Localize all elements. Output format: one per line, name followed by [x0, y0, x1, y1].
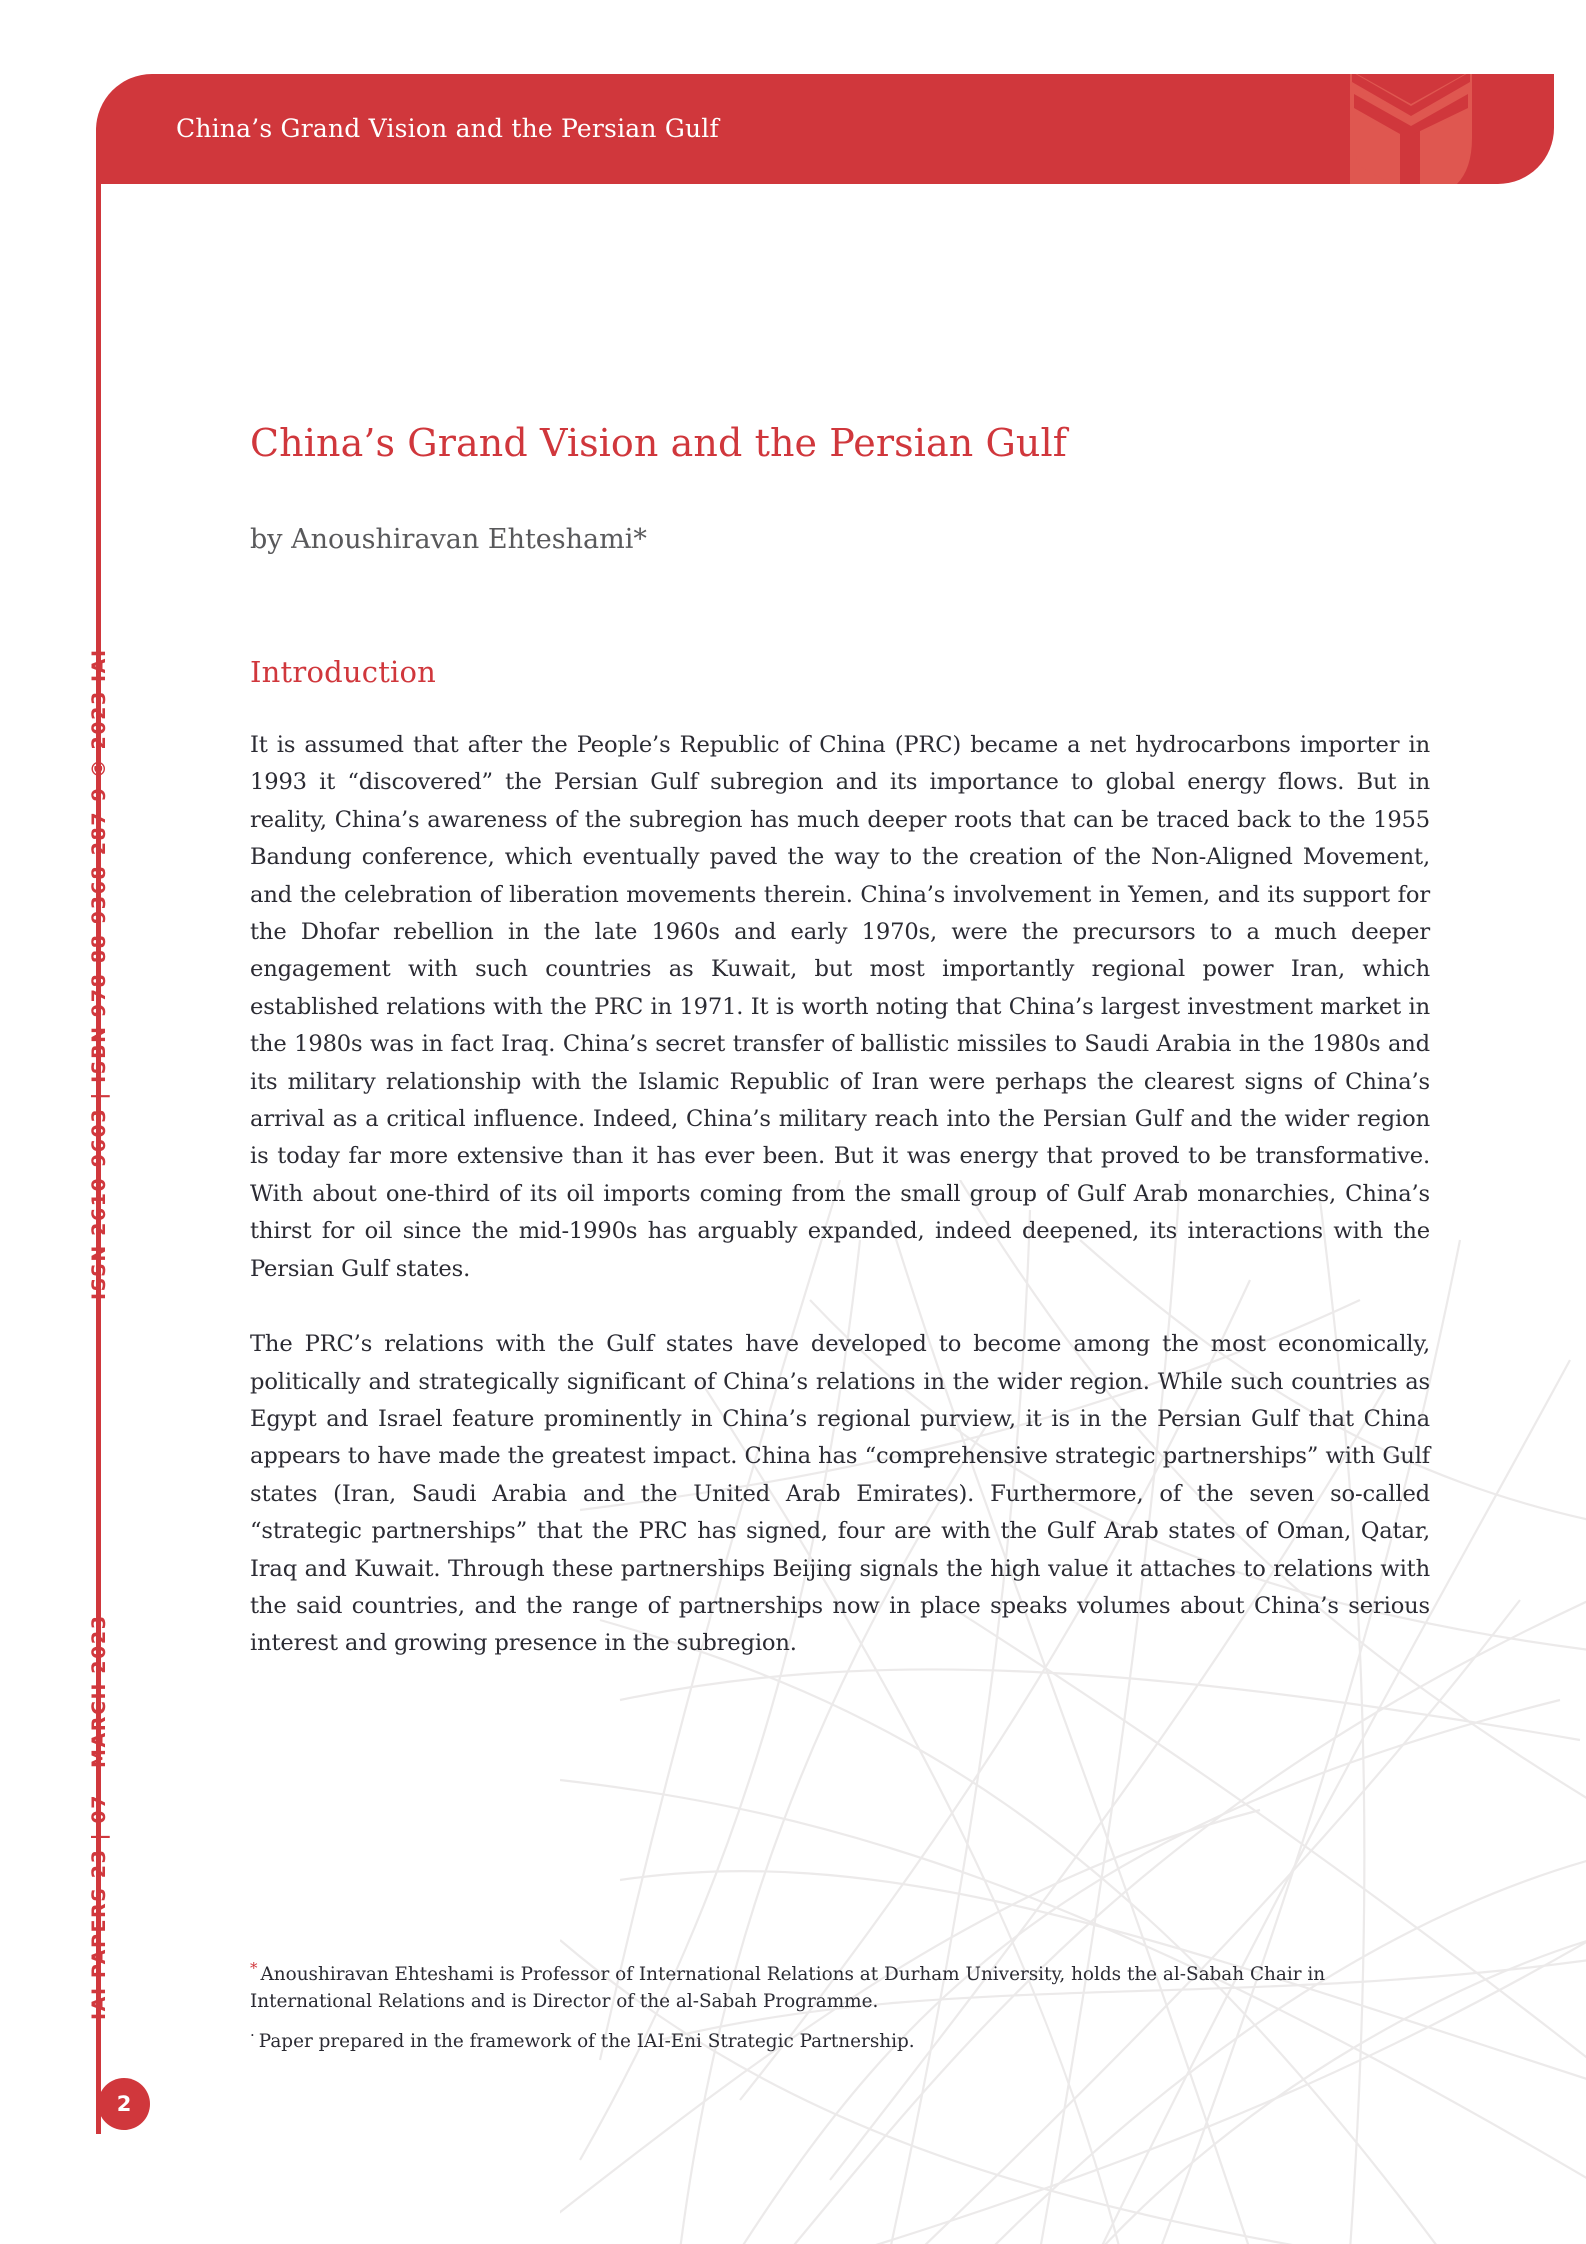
sidebar-issn-isbn-copyright: ISSN 2610-9603 | ISBN 978-88-9368-287-9 © 2023 IAI — [88, 648, 110, 1300]
body-paragraph: The PRC’s relations with the Gulf states have developed to become among the most economically, politically and strategically significant of China’s relations in the wider region. While such countries as Egypt and Israel feature prominently in China’s regional purview, it is in the Persian Gulf that China appears to have made the greatest impact. China has “comprehensive strategic partnerships” with Gulf states (Iran, Saudi Arabia and the United Arab Emirates). Furthermore, of the seven so-called “strategic partnerships” that the PRC has signed, four are with the Gulf Arab states of Oman, Qatar, Iraq and Kuwait. Through these partnerships Beijing signals the high value it attaches to relations with the said countries, and the range of partnerships now in place speaks volumes about China’s serious interest and growing presence in the subregion. — [250, 1331, 1430, 1657]
main-content — [250, 420, 1430, 1663]
page-number-badge: 2 — [98, 2078, 150, 2130]
footnote-marker-asterisk: * — [250, 1959, 258, 1977]
footnote-marker-dot: · — [250, 2026, 255, 2045]
footnote-text: Paper prepared in the framework of the IAI-Eni Strategic Partnership. — [258, 2031, 915, 2053]
author-byline: by Anoushiravan Ehteshami* — [250, 524, 647, 555]
sidebar-series-issue: IAI PAPERS 23 | 07 - MARCH 2023 — [88, 1614, 110, 2020]
footnote-item — [250, 2022, 1430, 2055]
footnote-text: Anoushiravan Ehteshami is Professor of International Relations at Durham University, holds the al-Sabah Chair in International Relations and is Director of the al-Sabah Programme. — [250, 1964, 1326, 2013]
page-title: China’s Grand Vision and the Persian Gulf — [250, 421, 1067, 465]
header-band — [96, 74, 1554, 184]
footnote-block — [250, 1955, 1430, 2062]
footnote-item — [250, 1955, 1430, 2015]
running-header-title: China’s Grand Vision and the Persian Gulf — [176, 114, 719, 143]
section-heading-introduction: Introduction — [250, 655, 437, 689]
iai-cube-logo — [1336, 74, 1486, 184]
body-paragraph: It is assumed that after the People’s Republic of China (PRC) became a net hydrocarbons importer in 1993 it “discovered” the Persian Gulf subregion and its importance to global energy flows. But in reality, China’s awareness of the subregion has much deeper roots that can be traced back to the 1955 Bandung conference, which eventually paved the way to the creation of the Non-Aligned Movement, and the celebration of liberation movements therein. China’s involvement in Yemen, and its support for the Dhofar rebellion in the late 1960s and early 1970s, were the precursors to a much deeper engagement with such countries as Kuwait, but most importantly regional power Iran, which established relations with the PRC in 1971. It is worth noting that China’s largest investment market in the 1980s was in fact Iraq. China’s secret transfer of ballistic missiles to Saudi Arabia in the 1980s and its military relationship with the Islamic Republic of Iran were perhaps the clearest signs of China’s arrival as a critical influence. Indeed, China’s military reach into the Persian Gulf and the wider region is today far more extensive than it has ever been. But it was energy that proved to be transformative. With about one-third of its oil imports coming from the small group of Gulf Arab monarchies, China’s thirst for oil since the mid-1990s has arguably expanded, indeed deepened, its interactions with the Persian Gulf states. — [250, 732, 1430, 1282]
